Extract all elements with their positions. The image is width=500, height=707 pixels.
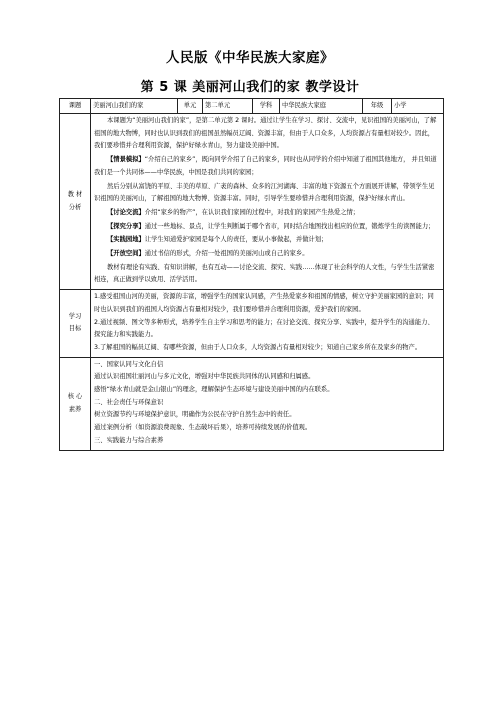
analysis-paragraph: 教材有理论有实践、有知识讲解，也有互动——讨论交流、探究、实践……体现了社会科学的人文性，与学生生活紧密相连，真正做到学以致用、活学活用。 bbox=[94, 263, 435, 284]
analysis-content bbox=[91, 114, 444, 290]
grade-value: 小学 bbox=[392, 99, 444, 114]
objectives-label: 学习 目标 bbox=[60, 290, 91, 358]
literacy-row bbox=[60, 357, 444, 450]
objective-item: 3.了解祖国的幅员辽阔、有哪些资源，但由于人口众多，人均资源占有量相对较少；知道自己家乡所在及家乡的物产。 bbox=[94, 343, 422, 351]
analysis-paragraph: 然后分别从富饶的平原、丰美的草原、广袤的森林、众多的江河湖海、丰富的地下资源五个方面展开讲解，带领学生见识祖国的美丽河山，了解祖国的地大物博、资源丰富。同时，引导学生要珍惜并合理利用资源，保护好绿水青山。 bbox=[94, 182, 435, 203]
document-subtitle: 第 5 课 美丽河山我们的家 教学设计 bbox=[140, 80, 360, 95]
analysis-label: 教 材 分析 bbox=[60, 114, 91, 290]
document-title: 人民版《中华民族大家庭》 bbox=[166, 50, 334, 66]
unit-value: 第二单元 bbox=[203, 99, 253, 114]
literacy-content bbox=[91, 357, 444, 450]
subject-label: 学科 bbox=[253, 99, 280, 114]
analysis-paragraph: 【探究分享】通过一些地标、景点，让学生判断属于哪个省市，同时结合地图找出相应的位置，锻炼学生的读图能力； bbox=[107, 222, 435, 230]
literacy-line: 通过案例分析（如资源浪费现象、生态破坏后果），培养可持续发展的价值观。 bbox=[94, 424, 312, 432]
literacy-heading: 二、社会责任与环保意识 bbox=[94, 398, 164, 406]
literacy-label: 核 心 素养 bbox=[60, 357, 91, 450]
topic-value: 美丽河山我们的家 bbox=[91, 99, 178, 114]
analysis-paragraph: 【情景模拟】“介绍自己的家乡”，既向同学介绍了自己的家乡，同时也从同学的介绍中知道了祖国其他地方， 并且知道我们是一个共同体——中华民族，中国是我们共同的家园； bbox=[94, 156, 437, 176]
objectives-content bbox=[91, 290, 444, 358]
analysis-paragraph: 【讨论交流】介绍“家乡的物产”，在认识我们家园的过程中，对我们的家园产生热爱之情； bbox=[107, 208, 360, 216]
subject-value: 中华民族大家庭 bbox=[280, 99, 363, 114]
analysis-paragraph: 本课题为“美丽河山我们的家”，是第二单元第 2 课时。通过让学生在学习、探讨、交流中，见识祖国的美丽河山，了解祖国的地大物博，同时也认识到我们的祖国虽然幅员辽阔、资源丰富，但由于人口众多，人均资源占有量相对较少。因此，我们要珍惜并合理利用资源，保护好绿水青山，努力建设美丽中国。 bbox=[94, 117, 437, 150]
objectives-row bbox=[60, 290, 444, 358]
topic-label: 课题 bbox=[60, 99, 91, 114]
unit-label: 单元 bbox=[178, 99, 203, 114]
literacy-line: 通过认识祖国壮丽河山与多元文化，增强对中华民族共同体的认同感和归属感。 bbox=[94, 373, 315, 381]
lesson-plan-table bbox=[59, 98, 444, 451]
analysis-row bbox=[60, 114, 444, 290]
literacy-line: 感悟“绿水青山就是金山银山”的理念，理解保护生态环境与建设美丽中国的内在联系。 bbox=[94, 386, 334, 394]
info-row bbox=[60, 99, 444, 114]
analysis-paragraph: 【开放空间】通过书信的形式，介绍一处祖国的美丽河山或自己的家乡。 bbox=[107, 250, 309, 258]
literacy-heading: 一、国家认同与文化自信 bbox=[94, 360, 164, 368]
objective-item: 1.感受祖国山河的美丽，资源的丰富，增强学生的国家认同感，产生热爱家乡和祖国的情感，树立守护美丽家园的意识；同时也认识到我们的祖国人均资源占有量相对较少，我们要珍惜并合理利用资源，爱护我们的家园。 bbox=[94, 293, 434, 313]
grade-label: 年级 bbox=[363, 99, 392, 114]
objective-item: 2.通过视频、图文等多种形式，培养学生自主学习和思考的能力；在讨论交流、探究分享、实践中，提升学生的沟通能力、探究能力和实践能力。 bbox=[94, 318, 434, 339]
literacy-heading: 三、实践能力与综合素养 bbox=[94, 436, 164, 444]
analysis-paragraph: 【实践园地】让学生知道爱护家园是每个人的责任，要从小事做起，并做计划； bbox=[107, 236, 328, 244]
literacy-line: 树立资源节约与环境保护意识，明确作为公民在守护自然生态中的责任。 bbox=[94, 411, 296, 419]
